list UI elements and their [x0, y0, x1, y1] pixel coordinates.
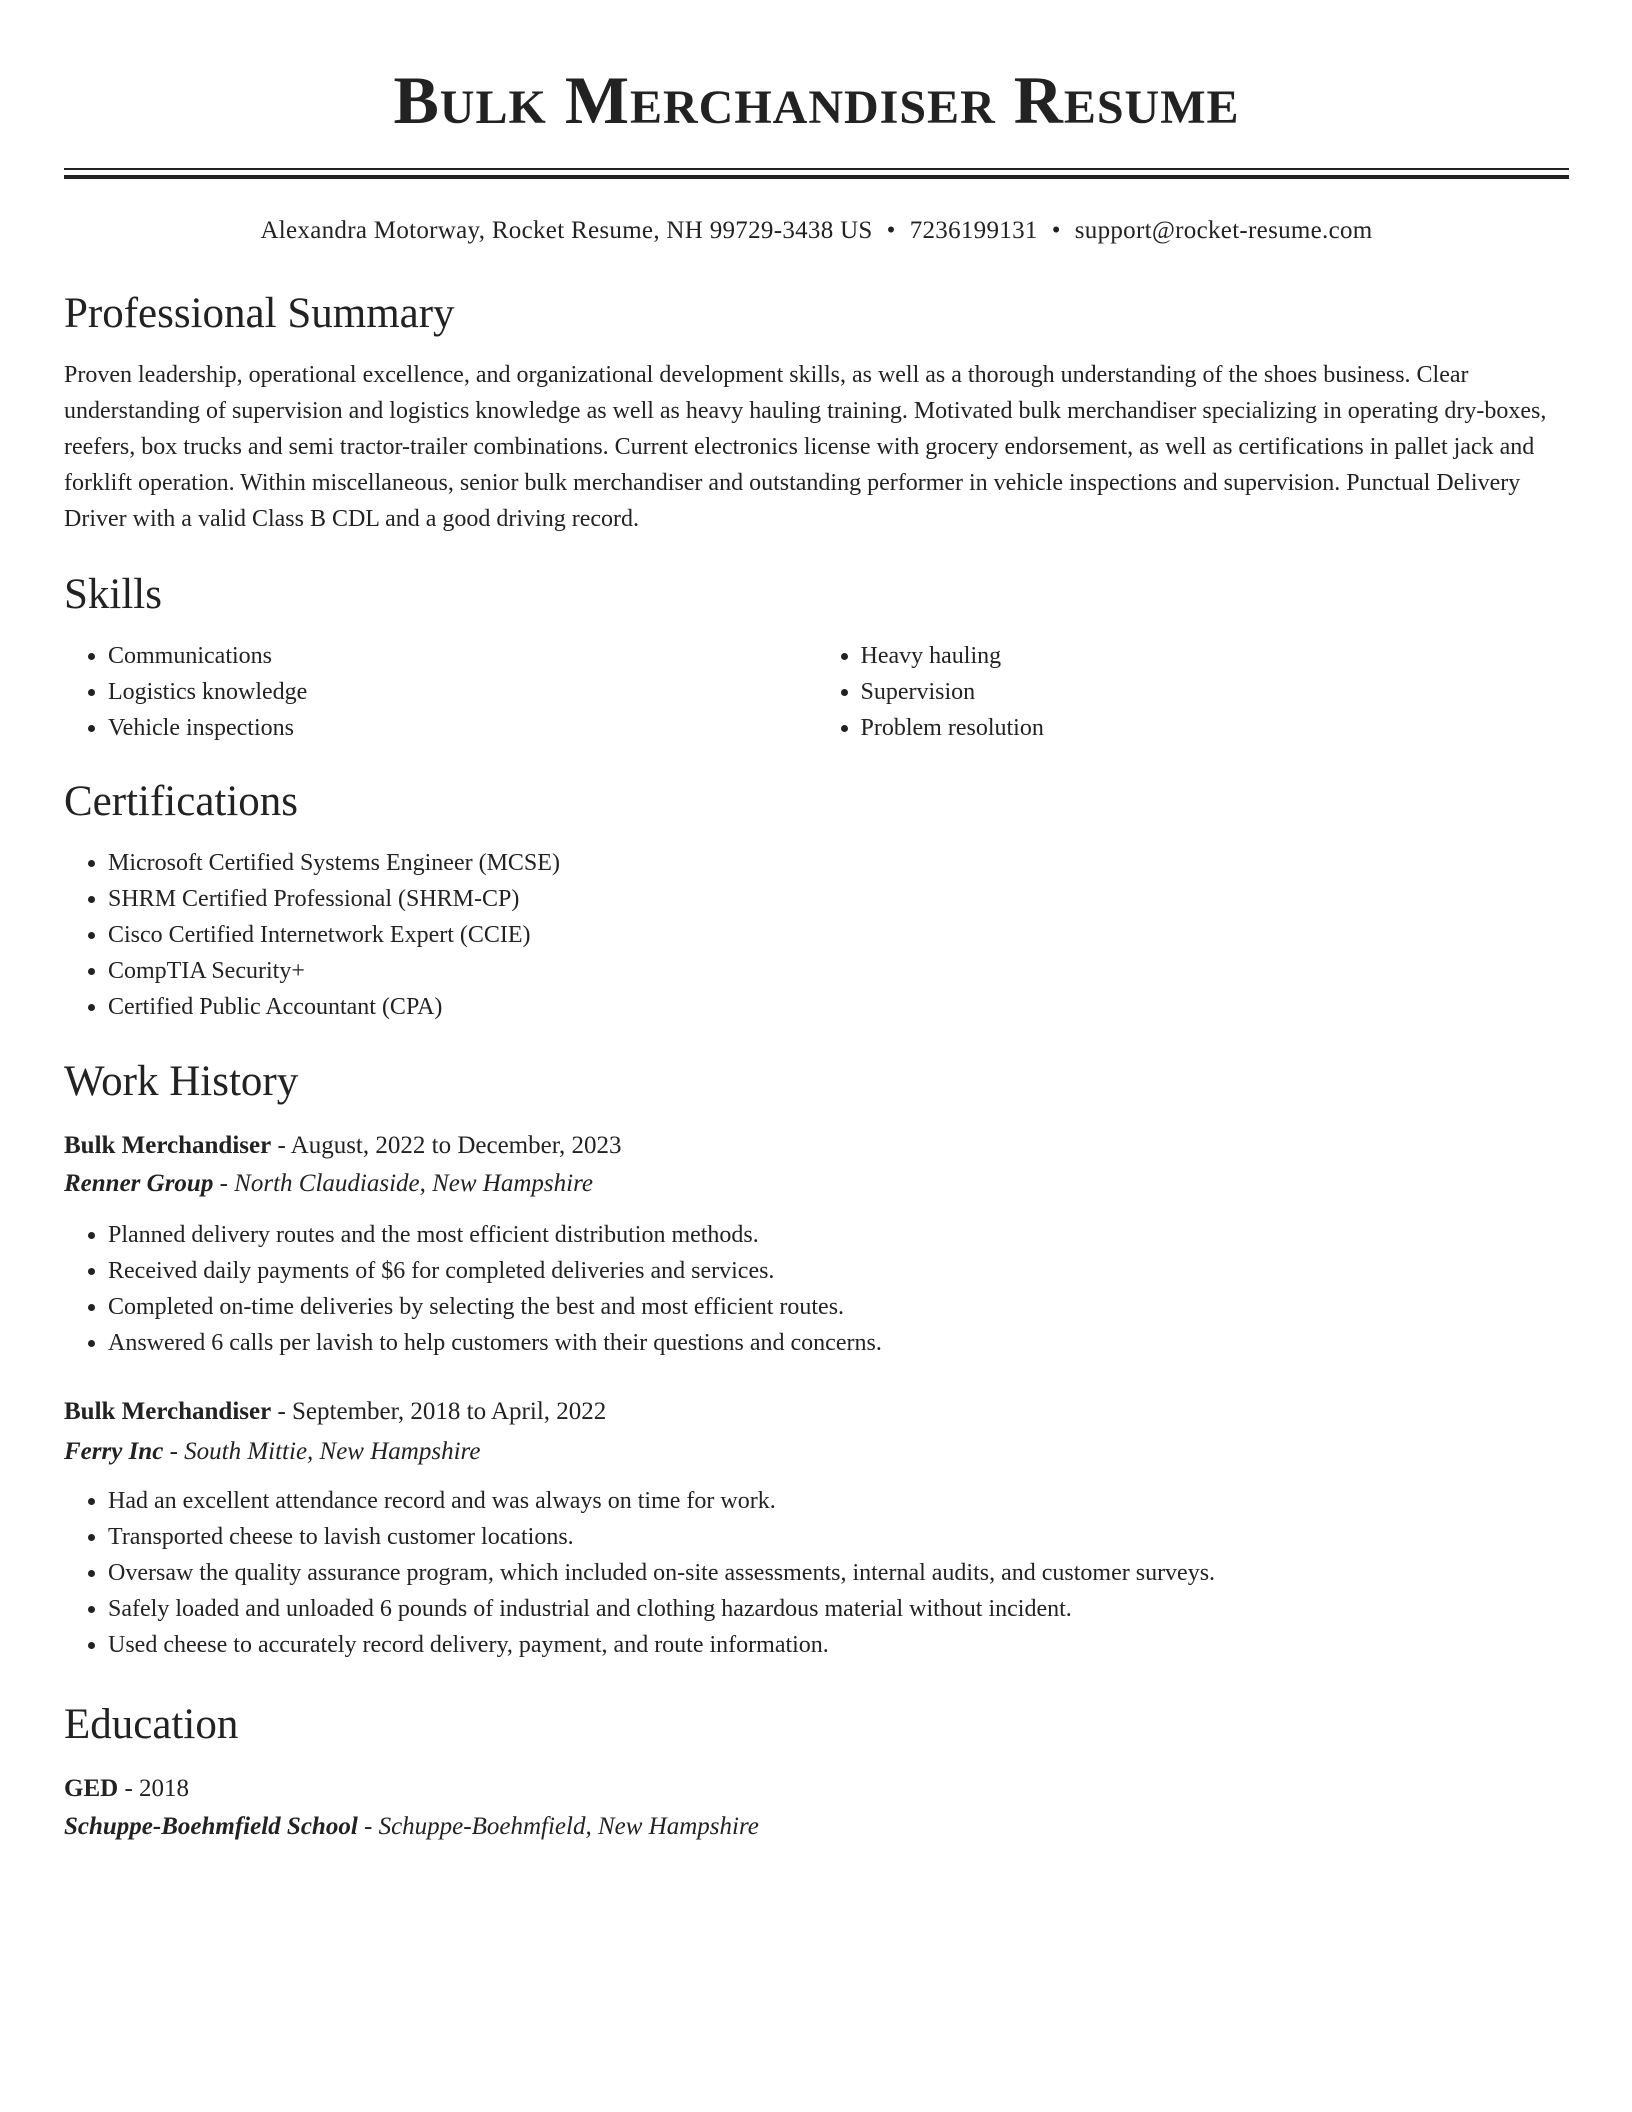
- education-heading: Education: [64, 1701, 239, 1748]
- certifications-section: [64, 777, 1569, 1025]
- job-title: Bulk Merchandiser: [64, 1398, 272, 1425]
- job-dates: - September, 2018 to April, 2022: [277, 1398, 607, 1425]
- education-school-line: [64, 1808, 1569, 1846]
- job-duty: • Completed on-time deliveries by selecting the best and most efficient routes.: [108, 1289, 1569, 1325]
- skill-item: • Supervision: [861, 674, 1570, 710]
- job-entry: [64, 1393, 1569, 1663]
- job-duties-list: [64, 1217, 1569, 1361]
- education-year: - 2018: [124, 1775, 190, 1802]
- job-duty: • Used cheese to accurately record delivery, payment, and route information.: [108, 1627, 1569, 1663]
- job-title: Bulk Merchandiser: [64, 1132, 272, 1159]
- job-entry: [64, 1127, 1569, 1361]
- skill-item: • Heavy hauling: [861, 638, 1570, 674]
- skills-list-right: [817, 638, 1570, 746]
- education-section: [64, 1700, 1569, 1846]
- contact-separator: •: [1051, 217, 1061, 244]
- certification-item: • Cisco Certified Internetwork Expert (CCIE): [108, 917, 1569, 953]
- job-company: Ferry Inc: [64, 1438, 164, 1465]
- job-location: - North Claudiaside, New Hampshire: [219, 1170, 593, 1197]
- job-duty: • Received daily payments of $6 for completed deliveries and services.: [108, 1253, 1569, 1289]
- summary-text: Proven leadership, operational excellence, and organizational development skills, as well as a thorough understanding of the shoes business. Clear understanding of supervision and logistics knowledge as well as heavy hauling training. Motivated bulk merchandiser specializing in operating dry-boxes, reefers, box trucks and semi tractor-trailer combinations. Current electronics license with grocery endorsement, as well as certifications in pallet jack and forklift operation. Within miscellaneous, senior bulk merchandiser and outstanding performer in vehicle inspections and supervision. Punctual Delivery Driver with a valid Class B CDL and a good driving record.: [64, 362, 1547, 532]
- job-company-line: [64, 1165, 1569, 1203]
- job-duties-list: [64, 1483, 1569, 1663]
- skill-item: • Communications: [108, 638, 817, 674]
- job-dates: - August, 2022 to December, 2023: [277, 1132, 622, 1159]
- job-duty: • Had an excellent attendance record and was always on time for work.: [108, 1483, 1569, 1519]
- skill-item: • Problem resolution: [861, 710, 1570, 746]
- certification-item: • Certified Public Accountant (CPA): [108, 989, 1569, 1025]
- education-degree: GED: [64, 1775, 119, 1802]
- certifications-list: [64, 845, 1569, 1025]
- summary-heading: Professional Summary: [64, 290, 455, 337]
- job-duty: • Answered 6 calls per lavish to help customers with their questions and concerns.: [108, 1325, 1569, 1361]
- contact-address: Alexandra Motorway, Rocket Resume, NH 99729-3438 US: [260, 217, 873, 244]
- contact-phone: 7236199131: [909, 217, 1038, 244]
- education-degree-line: [64, 1770, 1569, 1808]
- job-title-line: [64, 1127, 1569, 1165]
- skills-list-left: [64, 638, 817, 746]
- work-history-section: [64, 1057, 1569, 1663]
- certification-item: • SHRM Certified Professional (SHRM-CP): [108, 881, 1569, 917]
- certification-item: • Microsoft Certified Systems Engineer (MCSE): [108, 845, 1569, 881]
- certification-item: • CompTIA Security+: [108, 953, 1569, 989]
- job-company-line: [64, 1433, 1569, 1471]
- skills-grid: [64, 638, 1569, 746]
- job-company: Renner Group: [64, 1170, 214, 1197]
- job-duty: • Transported cheese to lavish customer locations.: [108, 1519, 1569, 1555]
- education-location: - Schuppe-Boehmfield, New Hampshire: [364, 1813, 759, 1840]
- skills-heading: Skills: [64, 571, 162, 618]
- certifications-heading: Certifications: [64, 778, 299, 825]
- work-history-heading: Work History: [64, 1058, 299, 1105]
- contact-separator: •: [886, 217, 896, 244]
- resume-page: [64, 0, 1569, 1840]
- job-duty: • Safely loaded and unloaded 6 pounds of industrial and clothing hazardous material without incident.: [108, 1591, 1569, 1627]
- skill-item: • Vehicle inspections: [108, 710, 817, 746]
- job-title-line: [64, 1393, 1569, 1431]
- education-school: Schuppe-Boehmfield School: [64, 1813, 358, 1840]
- resume-title: Bulk Merchandiser Resume: [393, 62, 1240, 138]
- title-divider-top: [64, 168, 1569, 170]
- title-divider-bottom: [64, 175, 1569, 179]
- job-duty: • Planned delivery routes and the most efficient distribution methods.: [108, 1217, 1569, 1253]
- job-duty: • Oversaw the quality assurance program, which included on-site assessments, internal audits, and customer surveys.: [108, 1555, 1569, 1591]
- skills-section: [64, 570, 1569, 746]
- skill-item: • Logistics knowledge: [108, 674, 817, 710]
- job-location: - South Mittie, New Hampshire: [169, 1438, 481, 1465]
- contact-email: support@rocket-resume.com: [1074, 217, 1373, 244]
- contact-line: [64, 213, 1569, 249]
- summary-section: [64, 289, 1569, 537]
